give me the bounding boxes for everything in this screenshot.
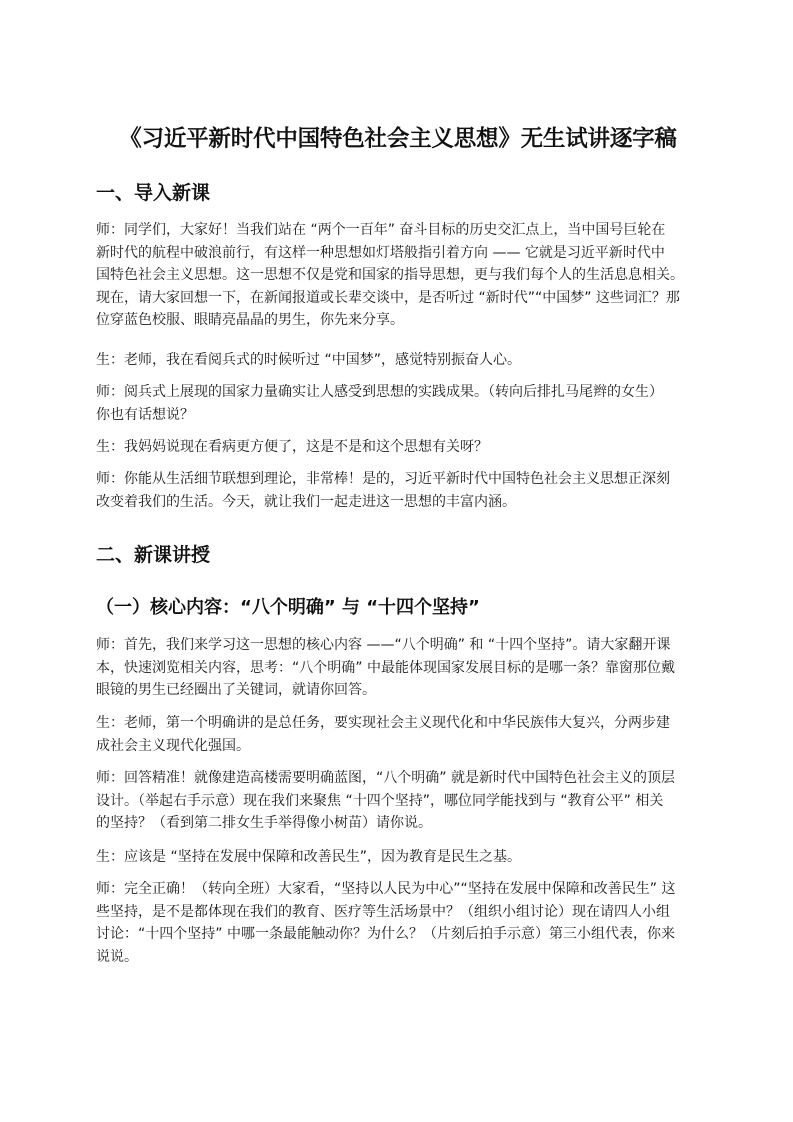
text-line: 国特色社会主义思想。这一思想不仅是党和国家的指导思想，更与我们每个人的生活息息相关。 [96, 267, 684, 283]
paragraph [96, 381, 700, 426]
paragraph [96, 436, 700, 459]
section-heading-intro: 一、导入新课 [96, 182, 211, 204]
text-line: 些坚持，是不是都体现在我们的教育、医疗等生活场景中？（组织小组讨论）现在请四人小组 [96, 903, 670, 920]
paragraph [96, 349, 700, 372]
text-line: 眼镜的男生已经圈出了关键词，就请你回答。 [96, 682, 376, 698]
text-line: 生：老师，第一个明确讲的是总任务，要实现社会主义现代化和中华民族伟大复兴，分两步建 [96, 715, 670, 731]
paragraph [96, 878, 700, 968]
paragraph [96, 846, 700, 869]
text-line: 师：阅兵式上展现的国家力量确实让人感受到思想的实践成果。（转向后排扎马尾辫的女生） [96, 384, 663, 400]
text-line: 师：同学们，大家好！当我们站在 “两个一百年” 奋斗目标的历史交汇点上，当中国号巨轮在 [96, 222, 666, 238]
text-line: 生：应该是 “坚持在发展中保障和改善民生”，因为教育是民生之基。 [96, 849, 521, 865]
text-line: 改变着我们的生活。今天，就让我们一起走进这一思想的丰富内涵。 [96, 493, 516, 510]
text-line: 师：回答精准！就像建造高楼需要明确蓝图，“八个明确” 就是新时代中国特色社会主义的顶层 [96, 770, 675, 786]
document-title: 《习近平新时代中国特色社会主义思想》无生试讲逐字稿 [119, 126, 677, 152]
text-line: 说说。 [96, 948, 138, 965]
text-line: 设计。（举起右手示意）现在我们来聚焦 “十四个坚持”，哪位同学能找到与 “教育公平” 相关 [96, 792, 664, 809]
paragraph [96, 767, 700, 835]
section-heading-lesson: 二、新课讲授 [96, 544, 211, 566]
paragraph [96, 712, 700, 757]
text-line: 讨论：“十四个坚持” 中哪一条最能触动你？为什么？（片刻后拍手示意）第三小组代表，你来 [96, 926, 675, 942]
text-line: 本，快速浏览相关内容，思考：“八个明确” 中最能体现国家发展目标的是哪一条？靠窗那位戴 [96, 659, 675, 676]
text-line: 新时代的航程中破浪前行，有这样一种思想如灯塔般指引着方向 —— 它就是习近平新时代中 [96, 244, 665, 261]
subsection-heading: （一）核心内容：“八个明确” 与 “十四个坚持” [96, 597, 480, 618]
text-line: 你也有话想说？ [96, 406, 194, 423]
paragraph [96, 468, 700, 513]
text-line: 位穿蓝色校服、眼睛亮晶晶的男生，你先来分享。 [96, 312, 404, 328]
text-line: 生：我妈妈说现在看病更方便了，这是不是和这个思想有关呀？ [96, 439, 488, 455]
text-line: 师：首先，我们来学习这一思想的核心内容 ——“八个明确” 和 “十四个坚持”。请大家翻开课 [96, 637, 671, 653]
text-line: 师：完全正确！（转向全班）大家看，“坚持以人民为中心”“坚持在发展中保障和改善民生” 这 [96, 881, 676, 897]
text-line: 成社会主义现代化强国。 [96, 737, 250, 754]
text-line: 现在，请大家回想一下，在新闻报道或长辈交谈中，是否听过 “新时代”“中国梦” 这些词汇？那 [96, 289, 680, 306]
paragraph [96, 219, 700, 332]
paragraph [96, 634, 700, 702]
text-line: 生：老师，我在看阅兵式的时候听过 “中国梦”，感觉特别振奋人心。 [96, 352, 521, 368]
text-line: 师：你能从生活细节联想到理论，非常棒！是的，习近平新时代中国特色社会主义思想正深刻 [96, 471, 670, 487]
text-line: 的坚持？（看到第二排女生手举得像小树苗）请你说。 [96, 815, 432, 831]
